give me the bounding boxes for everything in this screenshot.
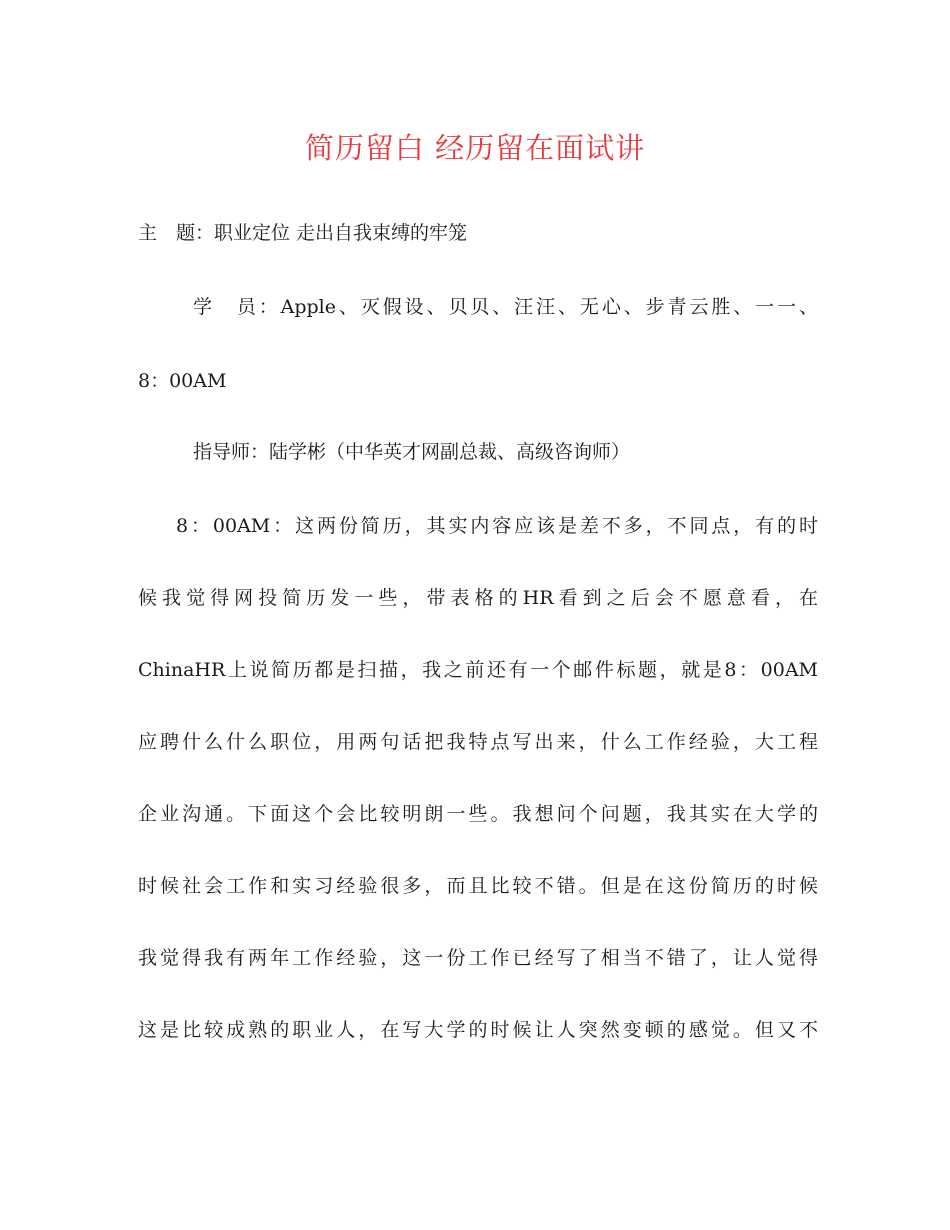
body-line-6: 时候社会工作和实习经验很多，而且比较不错。但是在这份简历的时候 bbox=[138, 875, 818, 897]
students-line: 学 员：Apple、灭假设、贝贝、汪汪、无心、步青云胜、一一、 bbox=[193, 296, 818, 318]
body-line-4: 应聘什么什么职位，用两句话把我特点写出来，什么工作经验，大工程 bbox=[138, 731, 818, 753]
students-line-continued: 8：00AM bbox=[138, 370, 227, 392]
body-line-2: 候我觉得网投简历发一些，带表格的HR看到之后会不愿意看，在 bbox=[138, 587, 818, 609]
topic-line: 主 题：职业定位 走出自我束缚的牢笼 bbox=[138, 222, 468, 244]
body-line-3: ChinaHR上说简历都是扫描，我之前还有一个邮件标题，就是8：00AM bbox=[138, 659, 818, 681]
body-line-7: 我觉得我有两年工作经验，这一份工作已经写了相当不错了，让人觉得 bbox=[138, 947, 818, 969]
mentor-line: 指导师：陆学彬（中华英才网副总裁、高级咨询师） bbox=[193, 441, 631, 463]
body-line-8: 这是比较成熟的职业人，在写大学的时候让人突然变顿的感觉。但又不 bbox=[138, 1019, 818, 1041]
document-title: 简历留白 经历留在面试讲 bbox=[304, 131, 646, 165]
body-line-1: 8：00AM：这两份简历，其实内容应该是差不多，不同点，有的时 bbox=[176, 515, 818, 537]
body-line-5: 企业沟通。下面这个会比较明朗一些。我想问个问题，我其实在大学的 bbox=[138, 803, 818, 825]
